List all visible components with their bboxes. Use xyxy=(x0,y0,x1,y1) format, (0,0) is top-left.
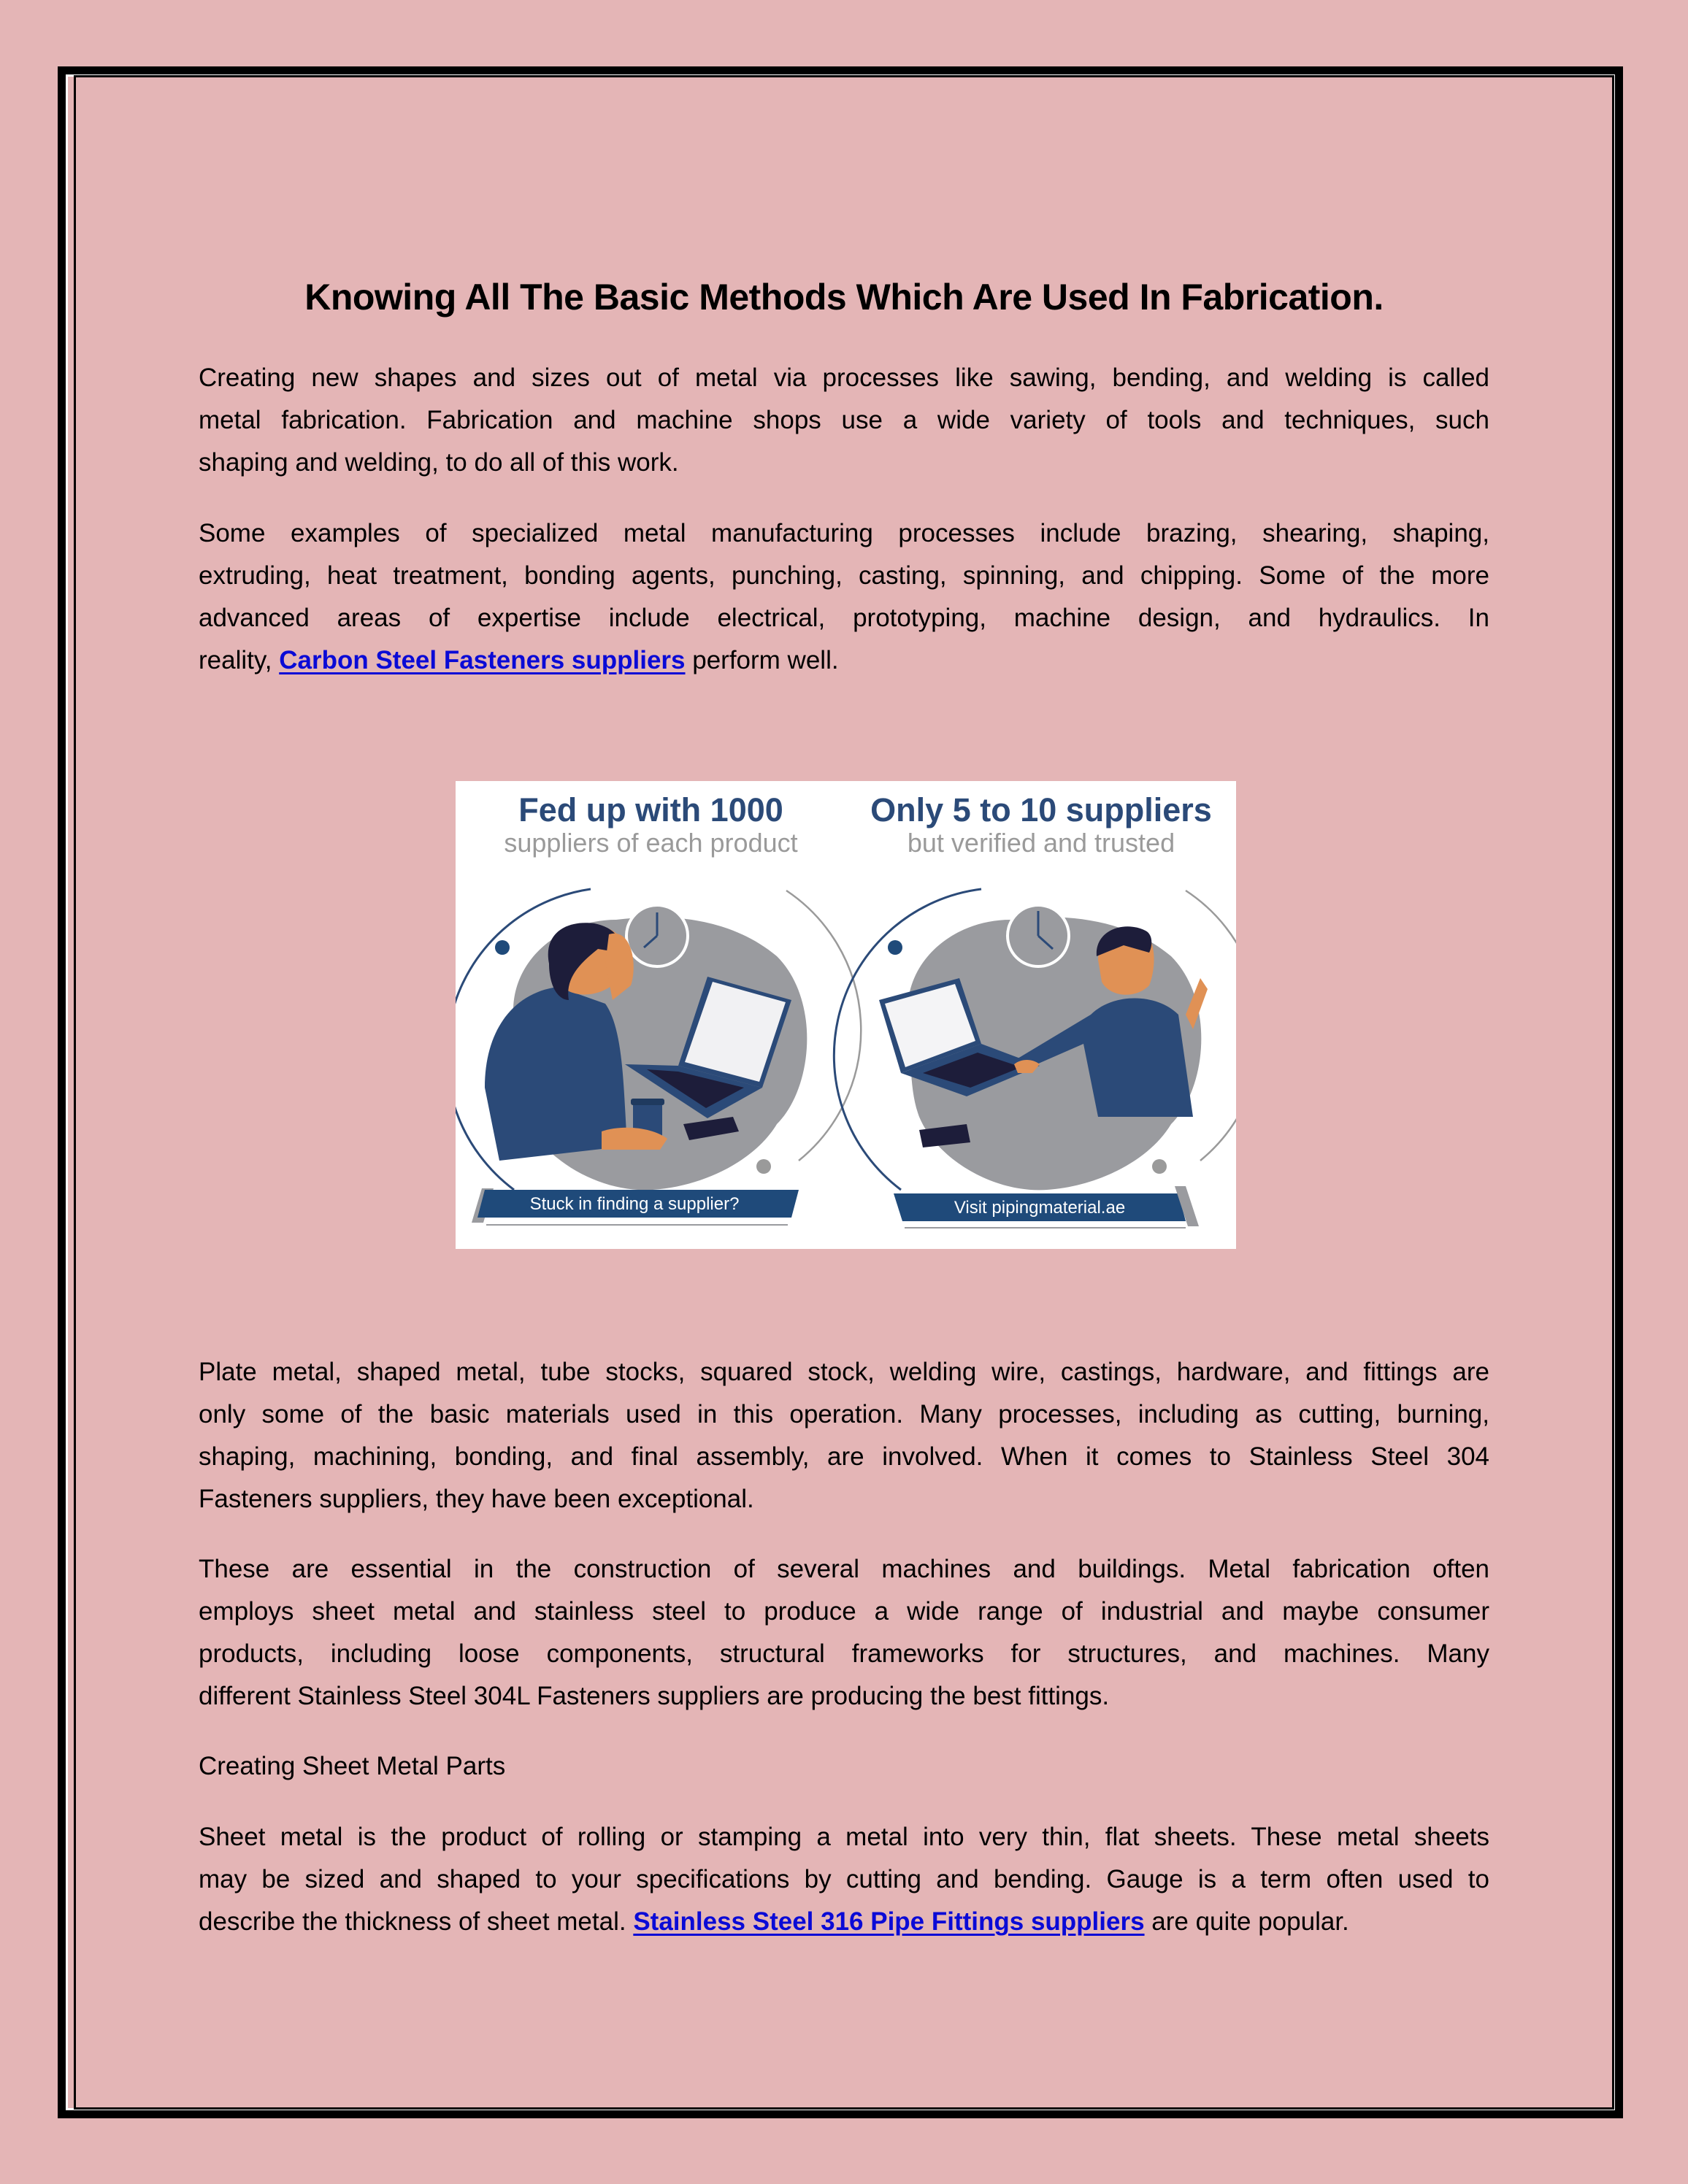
text-line: Plate metal, shaped metal, tube stocks, squared stock, welding wire, castings, hardware, and fittings are xyxy=(199,1358,1489,1386)
text-line xyxy=(199,1901,1489,1943)
text-segment: perform well. xyxy=(685,646,839,674)
stainless-steel-316-link[interactable]: Stainless Steel 316 Pipe Fittings suppliers xyxy=(633,1907,1145,1936)
text-line: only some of the basic materials used in this operation. Many processes, including as cutting, burning, xyxy=(199,1400,1489,1429)
clock-icon xyxy=(626,905,688,966)
text-line: different Stainless Steel 304L Fasteners suppliers are producing the best fittings. xyxy=(199,1682,1110,1710)
text-line: advanced areas of expertise include electrical, prototyping, machine design, and hydraulics. In xyxy=(199,604,1489,632)
paragraph-materials xyxy=(199,1351,1489,1520)
dot-icon xyxy=(756,1159,771,1174)
text-line: shaping, machining, bonding, and final assembly, are involved. When it comes to Stainless Steel 304 xyxy=(199,1442,1489,1471)
paragraph-sheet-metal xyxy=(199,1816,1489,1943)
text-line: employs sheet metal and stainless steel to produce a wide range of industrial and maybe consumer xyxy=(199,1597,1489,1626)
text-line: Creating Sheet Metal Parts xyxy=(199,1752,506,1780)
paragraph-processes xyxy=(199,512,1489,682)
text-segment: reality, xyxy=(199,646,280,674)
text-line: products, including loose components, structural frameworks for structures, and machines. Many xyxy=(199,1639,1489,1668)
paragraph-construction xyxy=(199,1548,1489,1718)
supplier-ad-image xyxy=(456,781,1236,1249)
text-line: Creating new shapes and sizes out of metal via processes like sawing, bending, and welding is called xyxy=(199,364,1489,392)
left-panel-heading: Fed up with 1000 xyxy=(518,791,783,828)
dot-icon xyxy=(495,940,510,955)
text-line xyxy=(199,639,1489,682)
dot-icon xyxy=(1152,1159,1167,1174)
frustrated-man-illustration xyxy=(456,889,861,1225)
text-line: Fasteners suppliers, they have been exceptional. xyxy=(199,1485,754,1513)
text-line: shaping and welding, to do all of this work. xyxy=(199,448,679,477)
illustration-graphics xyxy=(456,781,1236,1249)
right-panel-heading: Only 5 to 10 suppliers xyxy=(870,791,1212,828)
text-line: These are essential in the construction of several machines and buildings. Metal fabrication often xyxy=(199,1555,1489,1583)
text-line: may be sized and shaped to your specifications by cutting and bending. Gauge is a term often used to xyxy=(199,1865,1489,1893)
left-panel-subheading: suppliers of each product xyxy=(504,828,798,858)
right-banner-text: Visit pipingmaterial.ae xyxy=(954,1198,1126,1218)
paragraph-intro xyxy=(199,357,1489,484)
text-segment: describe the thickness of sheet metal. xyxy=(199,1907,634,1936)
happy-man-illustration xyxy=(834,889,1236,1228)
text-line: Sheet metal is the product of rolling or stamping a metal into very thin, flat sheets. These metal sheets xyxy=(199,1823,1489,1851)
left-banner-text: Stuck in finding a supplier? xyxy=(529,1194,740,1214)
text-line: extruding, heat treatment, bonding agents, punching, casting, spinning, and chipping. Some of the more xyxy=(199,561,1489,590)
section-heading-sheet-metal xyxy=(199,1745,1489,1788)
text-segment: are quite popular. xyxy=(1144,1907,1349,1936)
dot-icon xyxy=(888,940,902,955)
carbon-steel-fasteners-link[interactable]: Carbon Steel Fasteners suppliers xyxy=(279,646,686,674)
page-title: Knowing All The Basic Methods Which Are Used In Fabrication. xyxy=(304,277,1384,318)
text-line: metal fabrication. Fabrication and machine shops use a wide variety of tools and techniques, such xyxy=(199,406,1489,434)
text-line: Some examples of specialized metal manufacturing processes include brazing, shearing, shaping, xyxy=(199,519,1489,547)
clock-icon xyxy=(1008,905,1069,966)
right-panel-subheading: but verified and trusted xyxy=(907,828,1175,858)
